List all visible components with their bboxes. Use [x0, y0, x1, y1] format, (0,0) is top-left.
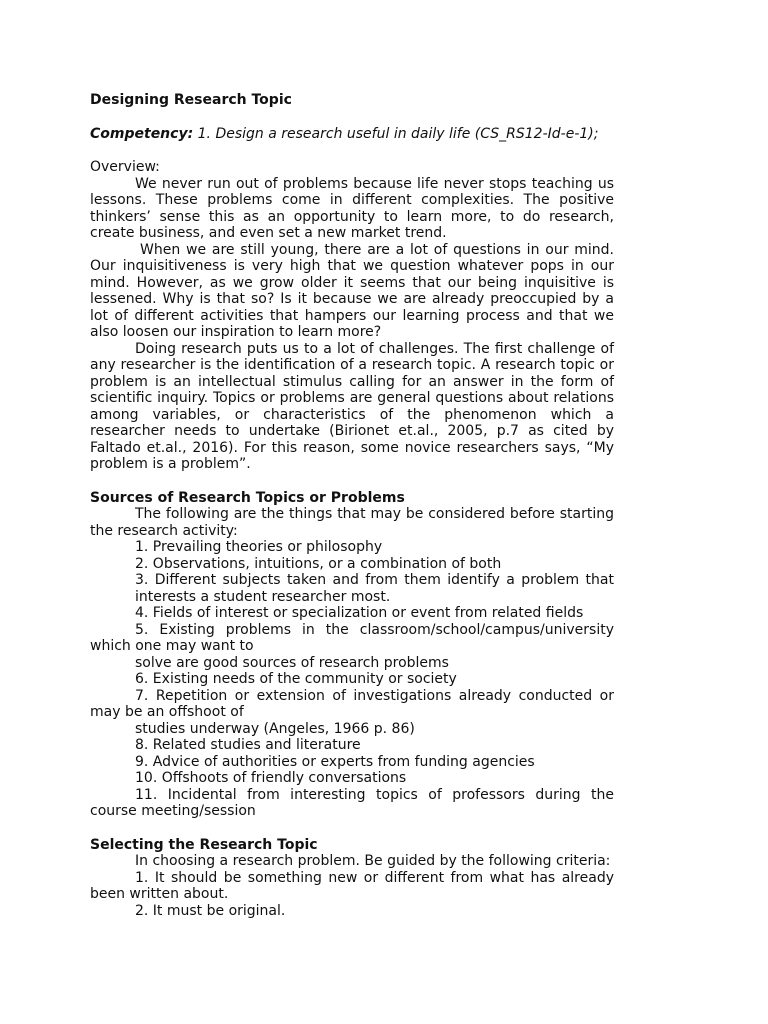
sources-item-4: 4. Fields of interest or specialization or event from related fields	[135, 605, 584, 621]
document-title: Designing Research Topic	[90, 92, 292, 108]
selecting-heading: Selecting the Research Topic	[90, 836, 318, 853]
document-page	[90, 92, 614, 919]
sources-item-10: 10. Offshoots of friendly conversations	[135, 770, 407, 786]
sources-item-3: 3. Different subjects taken and from them identify a problem that interests a student researcher most.	[135, 572, 614, 605]
sources-item-5: 5. Existing problems in the classroom/school/campus/university which one may want to	[90, 621, 614, 654]
overview-paragraph-1: We never run out of problems because life never stops teaching us lessons. These problems come in different complexities. The positive thinkers’ sense this as an opportunity to learn more, to do research, create business, and even set a new market trend.	[90, 175, 614, 241]
sources-intro: The following are the things that may be considered before starting the research activity:	[90, 506, 614, 539]
sources-item-9: 9. Advice of authorities or experts from funding agencies	[135, 753, 535, 770]
sources-item-8: 8. Related studies and literature	[135, 737, 361, 753]
sources-item-6: 6. Existing needs of the community or society	[135, 671, 457, 687]
sources-item-7-continued: studies underway (Angeles, 1966 p. 86)	[135, 720, 415, 737]
selecting-intro: In choosing a research problem. Be guided by the following criteria:	[135, 853, 611, 869]
overview-label: Overview:	[90, 159, 160, 175]
sources-item-11: 11. Incidental from interesting topics of professors during the course meeting/session	[90, 786, 614, 819]
competency-text: 1. Design a research useful in daily life (CS_RS12-Id-e-1);	[193, 125, 599, 142]
selecting-item-2: 2. It must be original.	[135, 902, 286, 919]
sources-item-2: 2. Observations, intuitions, or a combination of both	[135, 555, 502, 572]
sources-item-7: 7. Repetition or extension of investigations already conducted or may be an offshoot of	[90, 687, 614, 720]
sources-item-1: 1. Prevailing theories or philosophy	[135, 539, 383, 555]
selecting-item-1: 1. It should be something new or different from what has already been written about.	[90, 869, 614, 902]
sources-heading: Sources of Research Topics or Problems	[90, 489, 405, 506]
overview-paragraph-3: Doing research puts us to a lot of challenges. The first challenge of any researcher is the identification of a research topic. A research topic or problem is an intellectual stimulus calling for an answer in the form of scientific inquiry. Topics or problems are general questions about relations among variables, or characteristics of the phenomenon which a researcher needs to undertake (Birionet et.al., 2005, p.7 as cited by Faltado et.al., 2016). For this reason, some novice researchers says, “My problem is a problem”.	[90, 340, 614, 472]
competency-label: Competency:	[90, 125, 194, 142]
competency-line	[90, 126, 614, 143]
sources-item-5-continued: solve are good sources of research problems	[135, 654, 449, 671]
overview-paragraph-2: When we are still young, there are a lot of questions in our mind. Our inquisitiveness is very high that we question whatever pops in our mind. However, as we grow older it seems that our being inquisitive is lessened. Why is that so? Is it because we are already preoccupied by a lot of different activities that hampers our learning process and that we also loosen our inspiration to learn more?	[90, 241, 614, 340]
